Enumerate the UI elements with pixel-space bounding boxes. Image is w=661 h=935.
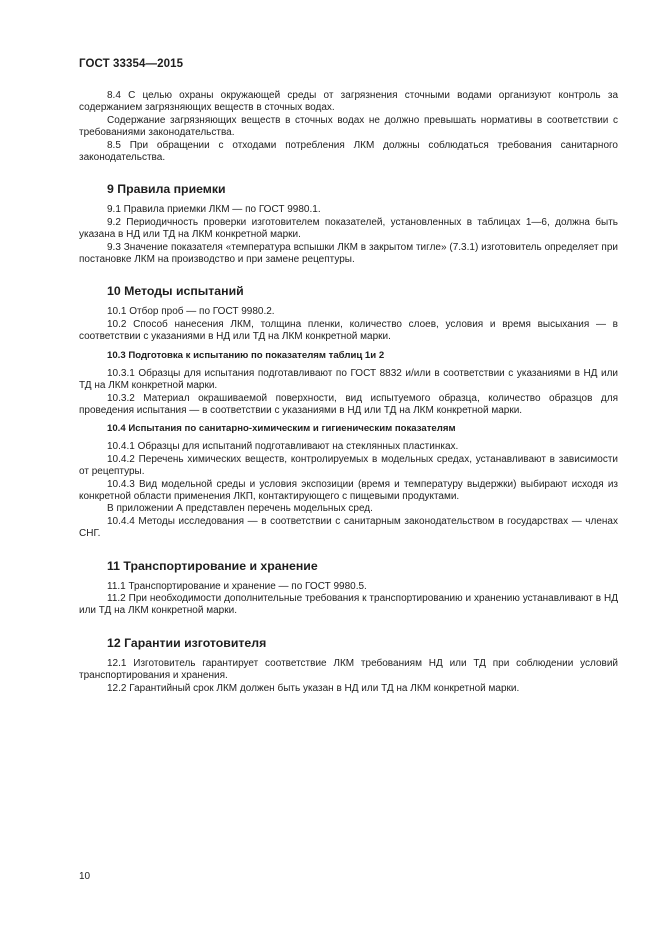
paragraph-11-1: 11.1 Транспортирование и хранение — по ГОСТ 9980.5. [107,580,367,592]
paragraph-10-3-2: 10.3.2 Материал окрашиваемой поверхности, вид испытуемого образца, количество образцов для проведения испытания — в соответствии с указаниями в НД или ТД на ЛКМ конкретной марки. [79,392,618,416]
paragraph-10-3-1: 10.3.1 Образцы для испытания подготавливают по ГОСТ 8832 и/или в соответствии с указаниями в НД или ТД на ЛКМ конкретной марки. [79,367,618,392]
subheading-10-3: 10.3 Подготовка к испытанию по показателям таблиц 1и 2 [107,349,385,361]
paragraph-10-2: 10.2 Способ нанесения ЛКМ, толщина пленки, количество слоев, условия и время высыхания — в соответствии с указаниями в НД или ТД на ЛКМ конкретной марки. [79,318,618,343]
section-heading-9: 9 Правила приемки [107,182,226,197]
section-heading-10: 10 Методы испытаний [107,284,244,299]
paragraph-8-4-cont: Содержание загрязняющих веществ в сточных водах не должно превышать нормативы в соответствии с требованиями законодательства. [79,114,618,139]
standard-header: ГОСТ 33354—2015 [79,58,184,70]
page-number: 10 [79,871,91,882]
paragraph-10-4-1: 10.4.1 Образцы для испытаний подготавливают на стеклянных пластинках. [107,441,459,453]
section-heading-12: 12 Гарантии изготовителя [107,635,267,650]
paragraph-10-4-4: 10.4.4 Методы исследования — в соответствии с санитарным законодательством в государствах — членах СНГ. [79,515,618,540]
paragraph-12-2: 12.2 Гарантийный срок ЛКМ должен быть указан в НД или ТД на ЛКМ конкретной марки. [107,682,520,694]
paragraph-10-4-3-cont: В приложении А представлен перечень модельных сред. [107,503,373,515]
section-heading-11: 11 Транспортирование и хранение [107,558,318,573]
paragraph-12-1: 12.1 Изготовитель гарантирует соответствие ЛКМ требованиям НД или ТД при соблюдении условий транспортирования и хранения. [79,657,618,682]
paragraph-8-5: 8.5 При обращении с отходами потребления ЛКМ должны соблюдаться требования санитарного законодательства. [79,139,618,164]
paragraph-11-2: 11.2 При необходимости дополнительные требования к транспортированию и хранению устанавливают в НД или ТД на ЛКМ конкретной марки. [79,592,618,617]
paragraph-10-4-2: 10.4.2 Перечень химических веществ, контролируемых в модельных средах, устанавливают в зависимости от рецептуры. [79,453,618,478]
document-body [79,90,618,695]
subheading-10-4: 10.4 Испытания по санитарно-химическим и гигиеническим показателям [107,423,456,435]
paragraph-10-1: 10.1 Отбор проб — по ГОСТ 9980.2. [107,306,275,318]
paragraph-9-3: 9.3 Значение показателя «температура вспышки ЛКМ в закрытом тигле» (7.3.1) изготовитель определяет при постановке ЛКМ на производство и при замене рецептуры. [79,241,618,266]
paragraph-9-1: 9.1 Правила приемки ЛКМ — по ГОСТ 9980.1. [107,204,321,216]
paragraph-10-4-3: 10.4.3 Вид модельной среды и условия экспозиции (время и температуру выдержки) выбирают исходя из конкретной области применения ЛКП, контактирующего с пищевыми продуктами. [79,478,618,502]
paragraph-8-4: 8.4 С целью охраны окружающей среды от загрязнения сточными водами организуют контроль за содержанием загрязняющих веществ в сточных водах. [79,90,618,114]
paragraph-9-2: 9.2 Периодичность проверки изготовителем показателей, установленных в таблицах 1—6, должна быть указана в НД или ТД на ЛКМ конкретной марки. [79,216,618,241]
